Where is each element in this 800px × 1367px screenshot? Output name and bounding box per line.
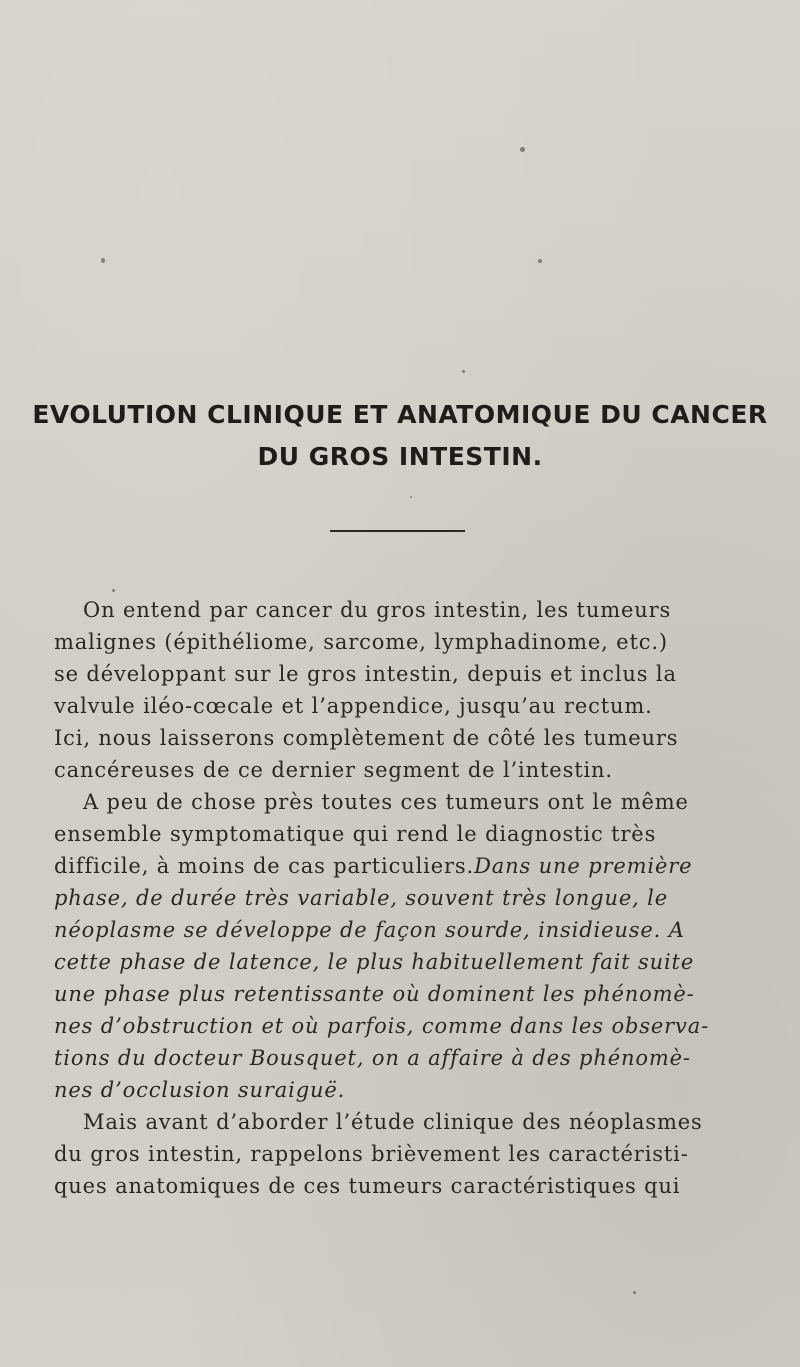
paper-speck [101,258,105,263]
paragraph-2-line: phase, de durée très variable, souvent très longue, le [54,886,668,910]
paragraph-1-line: On entend par cancer du gros intestin, les tumeurs [83,598,672,622]
paragraph-2-line: néoplasme se développe de façon sourde, insidieuse. A [54,918,685,942]
chapter-title-line-1: EVOLUTION CLINIQUE ET ANATOMIQUE DU CANCER [32,400,768,429]
paragraph-2-line: ensemble symptomatique qui rend le diagnostic très [54,822,657,846]
paragraph-2-line: A peu de chose près toutes ces tumeurs ont le même [83,790,689,814]
paragraph-3-line: ques anatomiques de ces tumeurs caractéristiques qui [54,1174,681,1198]
paper-speck [112,589,115,592]
paragraph-2-line-mixed [54,850,692,882]
paper-speck [410,496,412,498]
paragraph-3-line: du gros intestin, rappelons brièvement les caractéristi- [54,1142,689,1166]
paper-speck [462,370,465,373]
paragraph-1-line: Ici, nous laisserons complètement de côté les tumeurs [54,726,679,750]
paragraph-2-roman-segment: difficile, à moins de cas particuliers. [54,854,475,878]
paragraph-1-line: malignes (épithéliome, sarcome, lymphadinome, etc.) [54,630,668,654]
paragraph-2-line: tions du docteur Bousquet, on a affaire à des phénomè- [54,1046,691,1070]
paragraph-3-line: Mais avant d’aborder l’étude clinique des néoplasmes [83,1110,703,1134]
paragraph-1-line: se développant sur le gros intestin, depuis et inclus la [54,662,677,686]
paragraph-2-italic-segment: Dans une première [474,854,693,878]
paper-speck [633,1291,636,1294]
paragraph-2-line: une phase plus retentissante où dominent les phénomè- [54,982,695,1006]
paper-speck [538,259,542,263]
title-divider [330,530,465,532]
chapter-title-line-2: DU GROS INTESTIN. [257,442,543,471]
paragraph-1-line: valvule iléo-cœcale et l’appendice, jusqu’au rectum. [54,694,653,718]
paragraph-2-line: nes d’obstruction et où parfois, comme dans les observa- [54,1014,710,1038]
paragraph-2-line: nes d’occlusion suraiguë. [54,1078,346,1102]
paper-speck [520,147,525,152]
paragraph-1-line: cancéreuses de ce dernier segment de l’intestin. [54,758,613,782]
paragraph-2-line: cette phase de latence, le plus habituellement fait suite [54,950,695,974]
